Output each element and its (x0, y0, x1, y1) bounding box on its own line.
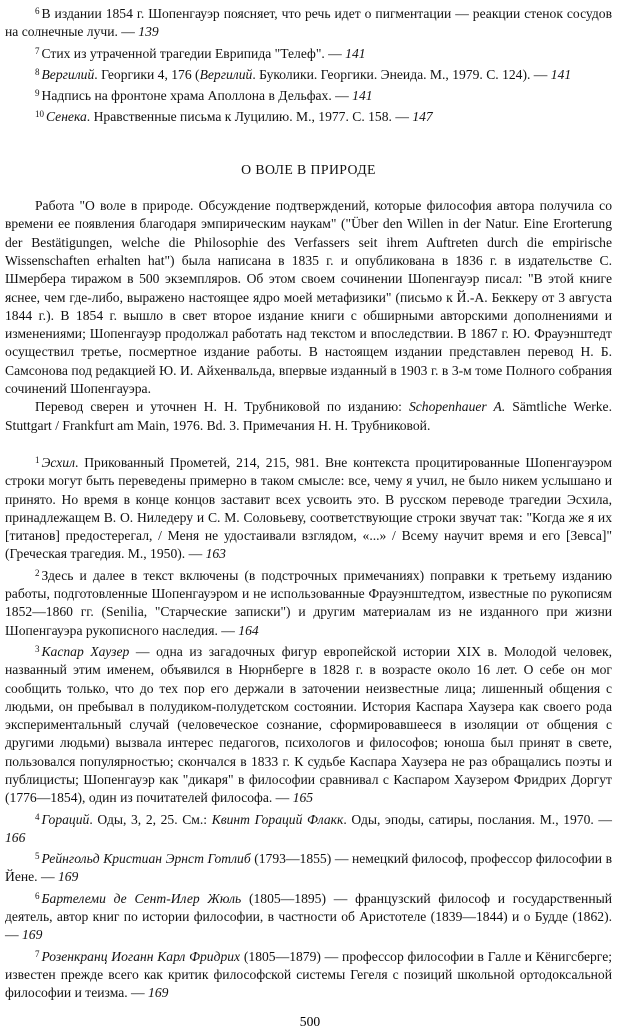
italic-text: 164 (238, 622, 259, 638)
text-run: (1793—1855) — немецкий философ, профессор философии в Йене. — (5, 851, 612, 885)
italic-text: 169 (22, 927, 43, 943)
italic-text: Вергилий (41, 66, 95, 82)
text-run: — одна из загадочных фигур европейской истории XIX в. Молодой человек, названный этим именем, объявился в Нюрнберге в 1828 г. в возрасте около 16 лет. О себе он мог сообщить только, что до тех пор его держали в заточении неизвестные лица; лишенный общения с людьми, он пребывал в полудиком-полудетском состоянии. История Каспара Хаузера как своего рода экспериментальный случай (человеческое сознание, сформировавшееся в изоляции от общения с другими людьми) вызвала интерес педагогов, психологов и философов; юноша был принят в свете, пользовался популярностью; скончался в 1833 г. К судьбе Каспара Хаузера не раз обращались поэты и публицисты; Шопенгауэр как "дикаря" в философии сравнивал с Каспаром Хаузером Фридрих Доргут (1776—1854), один из почитателей философа. — (5, 643, 612, 806)
body-paragraph (5, 197, 612, 398)
footnote-number: 10 (35, 109, 44, 120)
italic-text: 169 (148, 985, 169, 1001)
section-heading: О ВОЛЕ В ПРИРОДЕ (241, 161, 376, 177)
text-run: . Оды, эподы, сатиры, послания. М., 1970. — (343, 811, 613, 827)
footnote (5, 42, 612, 63)
spacer (5, 435, 612, 451)
footnote-number: 7 (35, 948, 40, 959)
italic-text: Бартелеми де Сент-Илер Жюль (41, 890, 242, 906)
italic-text: Розенкранц Иоганн Карл Фридрих (41, 948, 241, 964)
italic-text: 163 (205, 546, 226, 562)
italic-text: 169 (57, 869, 79, 885)
footnote-number: 6 (35, 890, 40, 901)
footnote (5, 564, 612, 640)
footnote (5, 105, 612, 126)
text-run: . Буколики. Георгики. Энеида. М., 1979. С. 124). — (252, 66, 551, 82)
italic-text: Квинт Гораций Флакк (211, 811, 344, 827)
italic-text: Эсхил (41, 454, 76, 470)
italic-text: 141 (550, 66, 572, 82)
italic-text: 141 (352, 88, 373, 104)
text-run: Sämtliche Werke. Stuttgart / Frankfurt am Main, 1976. Bd. 3. Примечания Н. Н. Трубниковой. (5, 399, 612, 433)
footnote (5, 640, 612, 808)
italic-text: Вергилий (199, 66, 253, 82)
text-run: Надпись на фронтоне храма Аполлона в Дельфах. — (41, 88, 353, 104)
italic-text: 139 (138, 24, 159, 40)
footnote-number: 3 (35, 643, 40, 654)
footnote-number: 1 (35, 454, 40, 465)
footnote (5, 945, 612, 1003)
body-paragraph (5, 398, 612, 435)
endnotes-section (5, 451, 612, 1003)
text-run: (1805—1895) — французский философ и государственный деятель, автор книг по истории философии, в частности об Аристотеле (1839—1844) и о Будде (1862). — (5, 890, 613, 943)
footnote-number: 7 (35, 45, 40, 56)
text-run: . Георгики 4, 176 ( (94, 66, 200, 82)
text-run: Перевод сверен и уточнен Н. Н. Трубниковой по изданию: (35, 399, 409, 415)
footnote-number: 8 (35, 66, 40, 77)
text-run: Работа "О воле в природе. Обсуждение подтверждений, которые философия автора получила со времени ее появления благодаря эмпирическим наукам" ("Über den Willen in der Natur. Eine Erorterung der Bestätigungen, welche die Philosophie des Verfassers seit ihrem Auftreten durch die empirische Wissenschaften erhalten hat") была написана в 1835 г. и опубликована в 1836 г. в издательстве С. Шмербера тиражом в 500 экземпляров. Об этом своем сочинении Шопенгауэр писал: "В этой книге яснее, чем где-либо, выражено настоящее ядро моей метафизики" (письмо к Й.-А. Беккеру от 3 августа 1844 г.). В 1854 г. вышло в свет второе издание книги с обширными авторскими дополнениями и изменениями; Шопенгауэр продолжал работать над текстом и впоследствии. В 1867 г. Ю. Фрауэнштедт осуществил третье, посмертное издание работы. В настоящем издании представлен перевод Н. Б. Самсонова под редакцией Ю. И. Айхенвальда, впервые изданный в 1903 г. в 3-м томе Полного собрания сочинений Шопенгауэра. (5, 198, 612, 397)
text-run: Стих из утраченной трагедии Еврипида "Телеф". — (41, 45, 346, 61)
italic-text: 166 (5, 829, 26, 845)
footnote (5, 451, 612, 564)
text-run: . Нравственные письма к Луцилию. М., 1977. С. 158. — (86, 109, 413, 125)
italic-text: 147 (412, 109, 433, 125)
text-run: В издании 1854 г. Шопенгауэр поясняет, что речь идет о пигментации — реакции стенок сосудов на солнечные лучи. — (5, 6, 612, 40)
footnote (5, 63, 612, 84)
italic-text: Гораций (41, 811, 90, 827)
text-run: . Прикованный Прометей, 214, 215, 981. Вне контекста процитированные Шопенгауэром строки могут быть переведены примерно в таком смысле: все, чему я учил, не было никем услышано и принято. Но время в конце концов заставит всех усвоить это. В русском переводе трагедии Эсхила, принадлежащем В. О. Ниледеру и С. М. Соловьеву, соответствующие строки звучат так: "Когда же я их [титанов] предостерегал, / Меня не удостаивали взглядом, «...» / Всему научит время и его [Зевса]" (Греческая трагедия. М., 1950). — (5, 454, 612, 562)
footnote-number: 2 (35, 567, 40, 578)
footnote (5, 84, 612, 105)
text-run: (1805—1879) — профессор философии в Галле и Кёнигсберге; известен прежде всего как критик философской системы Гегеля с позиций школьной ортодоксальной философии и теизма. — (5, 948, 613, 1001)
footnote-number: 5 (35, 851, 40, 862)
page-number: 500 (299, 1014, 321, 1029)
footnote (5, 887, 612, 945)
endnotes-previous-section (5, 2, 612, 127)
footnote (5, 2, 612, 42)
text-run: Здесь и далее в текст включены (в подстрочных примечаниях) поправки к третьему изданию работы, подготовленные Шопенгауэром и не использованные Фрауэнштедтом, известные по рукописям 1852—1860 гг. (Senilia, "Старческие записки") и другим материалам из не изданного при жизни Шопенгауэра рукописного наследия. — (5, 567, 612, 638)
italic-text: Каспар Хаузер (41, 643, 130, 659)
section-introduction (5, 197, 612, 435)
text-run: . Оды, 3, 2, 25. См.: (89, 811, 212, 827)
footnote-number: 6 (35, 6, 40, 16)
italic-text: 141 (345, 45, 366, 61)
italic-text: Schopenhauer A. (408, 399, 506, 415)
italic-text: 165 (292, 790, 314, 806)
footnote-number: 9 (35, 88, 40, 99)
footnote (5, 847, 612, 887)
italic-text: Рейнгольд Кристиан Эрнст Готлиб (41, 851, 251, 867)
italic-text: Сенека (46, 109, 87, 125)
footnote (5, 808, 612, 848)
footnote-number: 4 (35, 811, 40, 822)
